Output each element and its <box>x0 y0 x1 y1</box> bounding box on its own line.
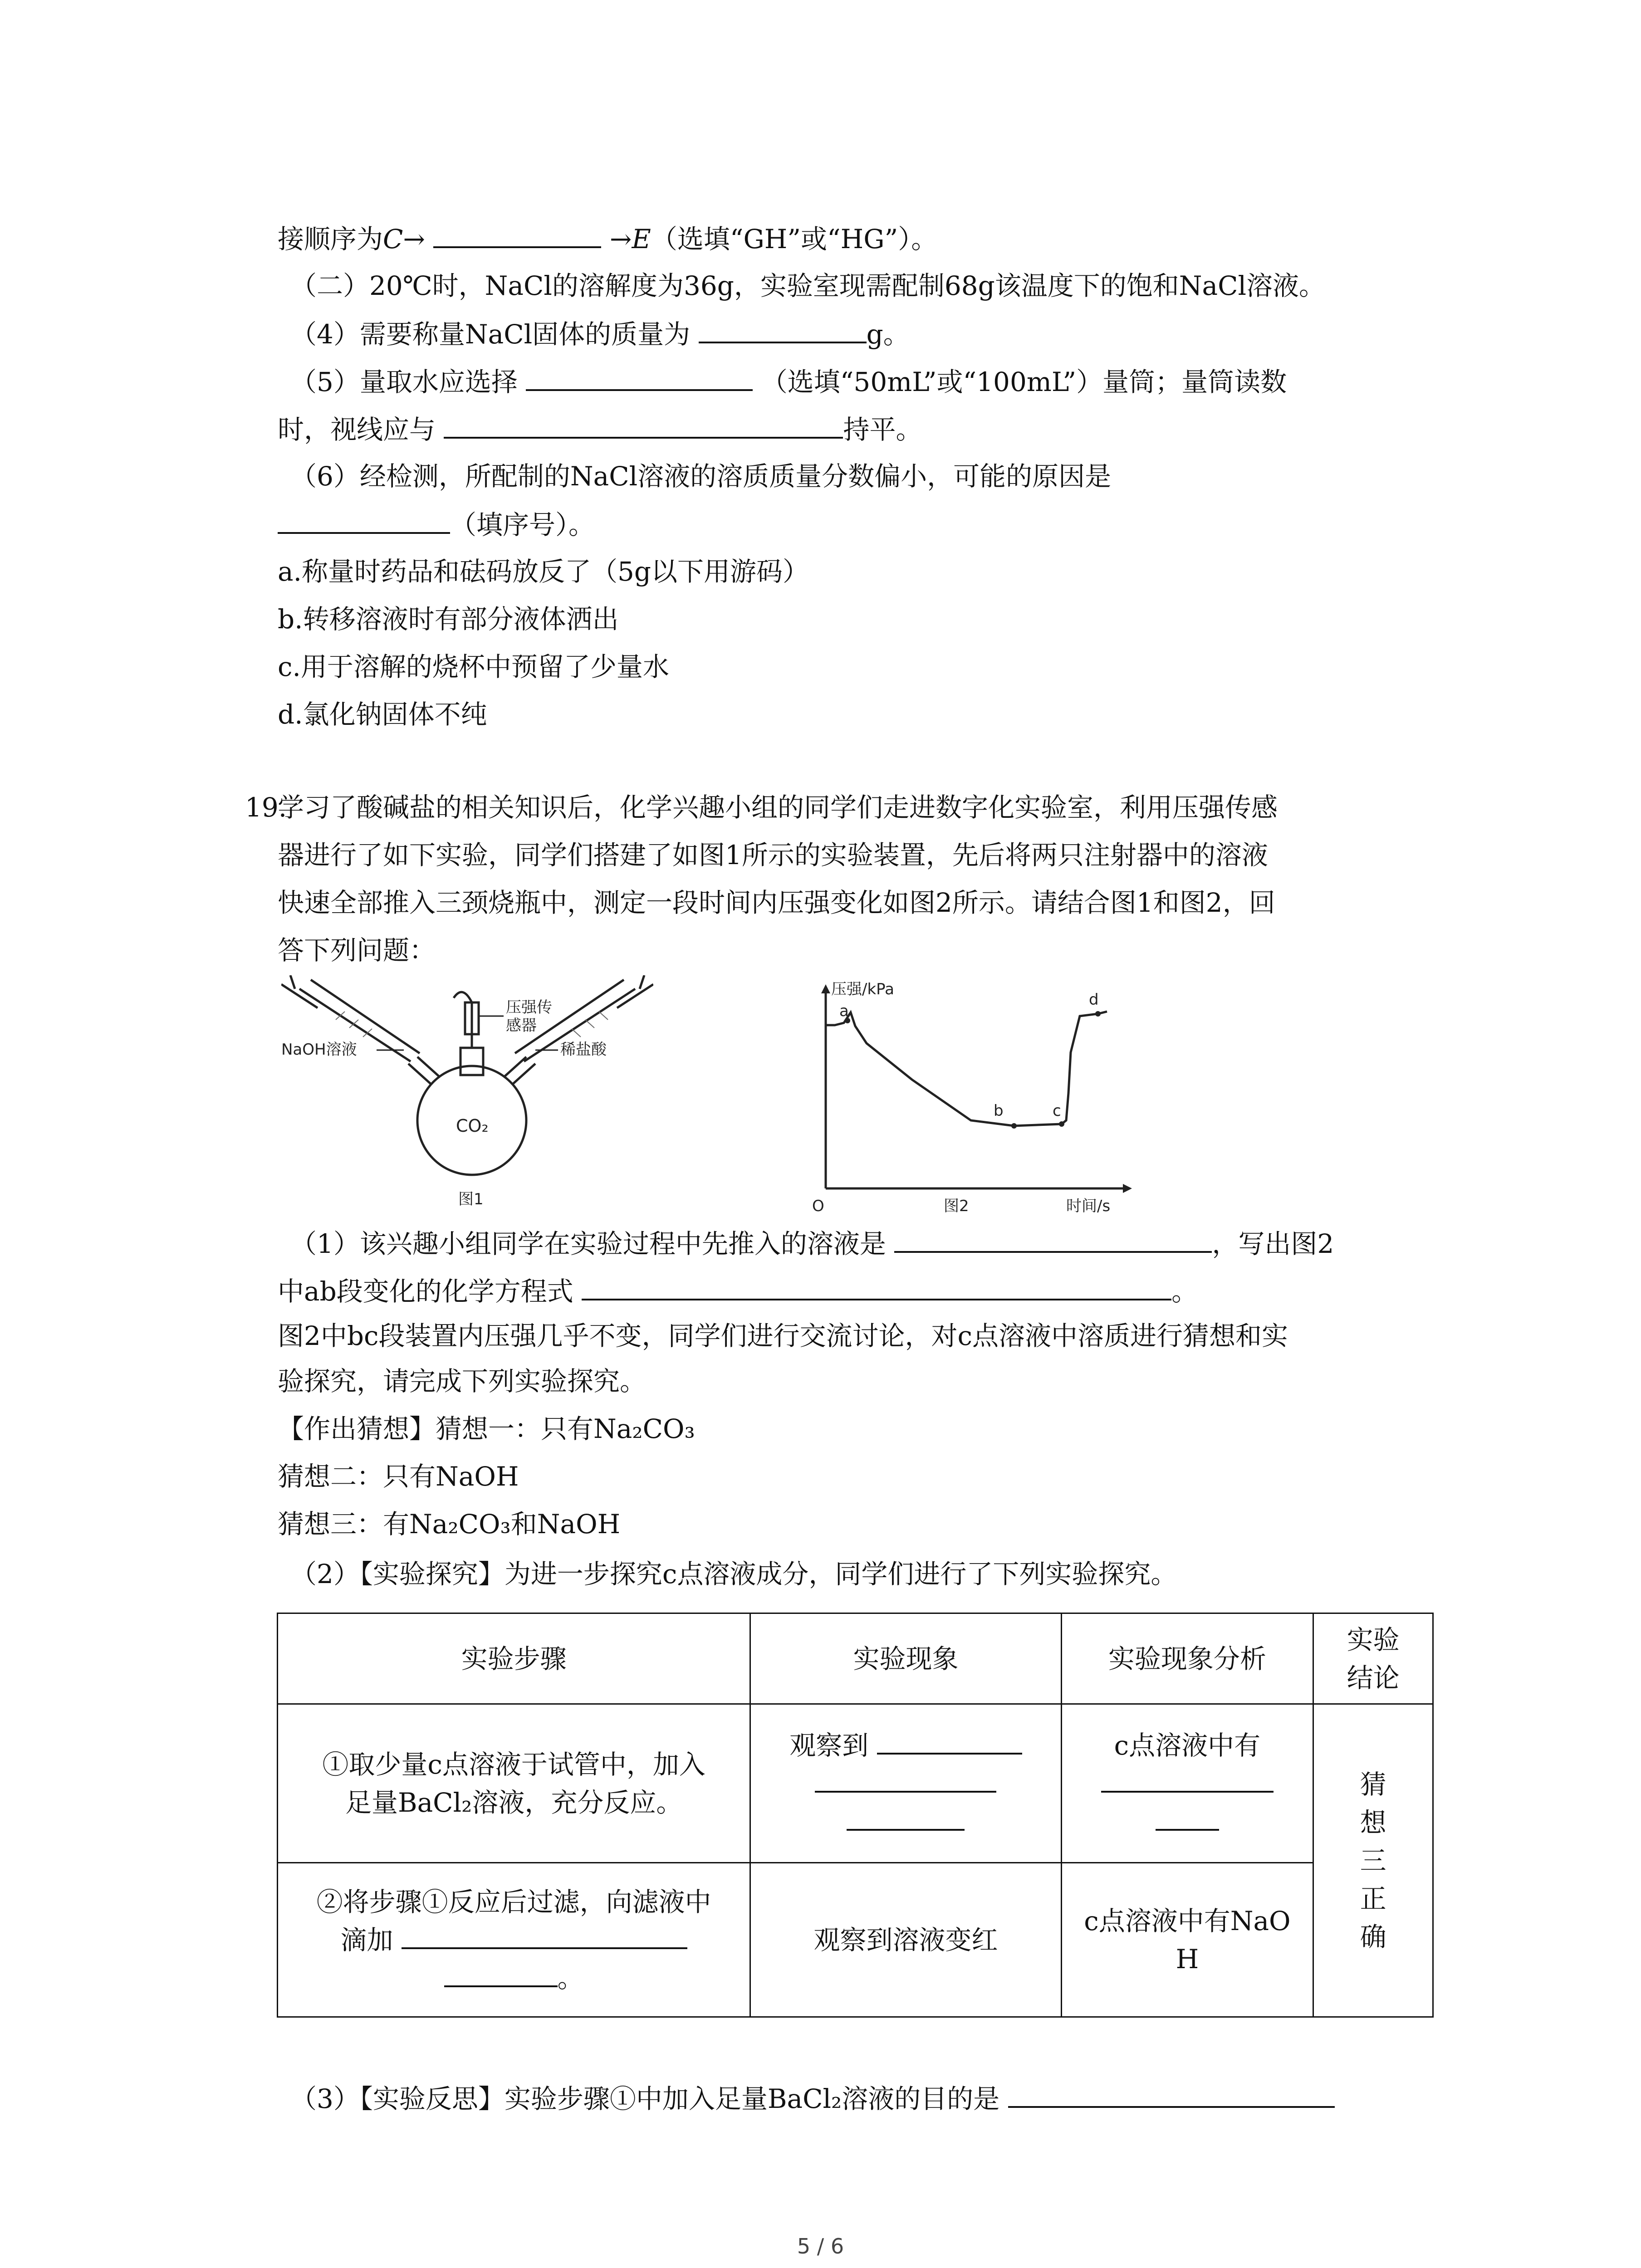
origin-label: O <box>812 1197 824 1215</box>
figure1-caption: 图1 <box>458 1190 484 1208</box>
point-b-label: b <box>994 1102 1004 1120</box>
hcl-label: 稀盐酸 <box>560 1041 607 1059</box>
text-span: g。 <box>866 319 910 350</box>
page-number: 5 / 6 <box>797 2234 844 2258</box>
step-text: 足量BaCl₂溶液，充分反应。 <box>345 1787 683 1818</box>
text-line <box>278 506 595 543</box>
text-line: 学习了酸碱盐的相关知识后，化学兴趣小组的同学们走进数字化实验室，利用压强传感 <box>278 792 1278 823</box>
text-span: （选填“50mL”或“100mL”）量筒；量筒读数 <box>761 367 1287 397</box>
question-number: 19. <box>245 792 287 823</box>
step-cell-1 <box>278 1704 750 1863</box>
text-span: 时，视线应与 <box>278 414 436 445</box>
text-span: ，写出图2 <box>1212 1228 1334 1259</box>
answer-blank[interactable] <box>699 315 867 343</box>
phenomenon-cell-2: 观察到溶液变红 <box>750 1863 1061 2017</box>
text-line: 图2中bc段装置内压强几乎不变，同学们进行交流讨论，对c点溶液中溶质进行猜想和实 <box>278 1320 1288 1351</box>
header-conclusion: 实验 结论 <box>1313 1613 1433 1704</box>
conclusion-cell <box>1313 1704 1433 2017</box>
text-line <box>278 411 922 448</box>
pressure-graph <box>808 980 1152 1216</box>
answer-blank[interactable] <box>526 363 753 391</box>
text-span: C→ <box>383 224 425 254</box>
flask-neck <box>460 1048 483 1075</box>
analysis-text: c点溶液中有NaO <box>1084 1905 1291 1936</box>
text-line: 快速全部推入三颈烧瓶中，测定一段时间内压强变化如图2所示。请结合图1和图2，回 <box>278 887 1275 918</box>
header-phenomenon: 实验现象 <box>750 1613 1061 1704</box>
answer-blank[interactable] <box>815 1765 996 1793</box>
analysis-text: c点溶液中有 <box>1114 1730 1261 1761</box>
point-a-label: a <box>839 1002 849 1020</box>
text-span: 接顺序为 <box>278 224 383 254</box>
figure2-caption: 图2 <box>944 1197 969 1215</box>
table-row <box>278 1704 1433 1863</box>
text-span: （填序号）。 <box>450 509 595 540</box>
text-span: →E <box>609 224 651 254</box>
text-span: （4）需要称量NaCl固体的质量为 <box>290 319 691 350</box>
sensor-label-1: 压强传 <box>506 998 552 1017</box>
answer-blank[interactable] <box>894 1225 1212 1253</box>
text-span: （1）该兴趣小组同学在实验过程中先推入的溶液是 <box>290 1228 886 1259</box>
point-b <box>1011 1123 1017 1129</box>
answer-blank[interactable] <box>847 1803 965 1831</box>
text-span: 持平。 <box>843 414 922 445</box>
hypothesis-2: 猜想二：只有NaOH <box>278 1461 519 1492</box>
sensor-label-2: 感器 <box>506 1017 537 1035</box>
text-line <box>290 315 910 352</box>
text-span: （选填“GH”或“HG”）。 <box>651 224 938 254</box>
answer-blank[interactable] <box>444 1959 558 1987</box>
header-analysis: 实验现象分析 <box>1061 1613 1313 1704</box>
table-header-row <box>278 1613 1433 1704</box>
text-line <box>290 2080 1335 2117</box>
answer-blank[interactable] <box>877 1726 1022 1755</box>
hypothesis-3: 猜想三：有Na₂CO₃和NaOH <box>278 1509 621 1540</box>
table-row <box>278 1863 1433 2017</box>
naoh-label: NaOH溶液 <box>281 1041 357 1059</box>
text-line: （6）经检测，所配制的NaCl溶液的溶质质量分数偏小，可能的原因是 <box>290 461 1112 492</box>
x-axis-label: 时间/s <box>1066 1197 1111 1215</box>
point-c-label: c <box>1053 1102 1061 1120</box>
text-line <box>290 1225 1334 1262</box>
step-text: 滴加 <box>340 1924 393 1955</box>
text-line: 器进行了如下实验，同学们搭建了如图1所示的实验装置，先后将两只注射器中的溶液 <box>278 840 1268 870</box>
text-span: （5）量取水应选择 <box>290 367 518 397</box>
point-d-label: d <box>1089 991 1099 1009</box>
answer-blank[interactable] <box>402 1921 687 1949</box>
pressure-curve <box>826 1012 1107 1126</box>
text-line: （2）【实验探究】为进一步探究c点溶液成分，同学们进行了下列实验探究。 <box>290 1559 1177 1589</box>
text-line: 答下列问题： <box>278 935 436 966</box>
text-span: 。 <box>1171 1276 1198 1307</box>
answer-blank[interactable] <box>582 1272 1171 1300</box>
answer-blank[interactable] <box>278 506 450 534</box>
text-span: 中ab段变化的化学方程式 <box>278 1276 573 1307</box>
text-line <box>290 363 1287 400</box>
answer-blank[interactable] <box>1008 2080 1335 2108</box>
analysis-cell-2 <box>1061 1863 1313 2017</box>
option-c: c.用于溶解的烧杯中预留了少量水 <box>278 651 669 682</box>
step-cell-2 <box>278 1863 750 2017</box>
co2-label: CO₂ <box>456 1116 489 1136</box>
option-d: d.氯化钠固体不纯 <box>278 699 487 730</box>
step-text: ②将步骤①反应后过滤，向滤液中 <box>316 1886 711 1917</box>
y-axis-label: 压强/kPa <box>831 980 894 998</box>
answer-blank[interactable] <box>444 411 843 439</box>
text-line <box>278 1272 1198 1310</box>
text-line <box>278 220 937 257</box>
text-span: （3）【实验反思】实验步骤①中加入足量BaCl₂溶液的目的是 <box>290 2083 1000 2114</box>
analysis-cell-1 <box>1061 1704 1313 1863</box>
option-a: a.称量时药品和砝码放反了（5g以下用游码） <box>278 556 809 587</box>
step-text: 。 <box>557 1962 584 1994</box>
text-line: 验探究，请完成下列实验探究。 <box>278 1366 647 1397</box>
analysis-text: H <box>1176 1943 1199 1975</box>
option-b: b.转移溶液时有部分液体洒出 <box>278 604 619 635</box>
step-text: ①取少量c点溶液于试管中，加入 <box>322 1749 705 1780</box>
answer-blank[interactable] <box>433 220 601 248</box>
phenomenon-cell-1 <box>750 1704 1061 1863</box>
answer-blank[interactable] <box>1156 1803 1219 1831</box>
answer-blank[interactable] <box>1101 1765 1274 1793</box>
phenomenon-text: 观察到 <box>789 1730 869 1761</box>
hypothesis-1: 【作出猜想】猜想一：只有Na₂CO₃ <box>278 1413 695 1444</box>
point-d <box>1095 1011 1101 1017</box>
experiment-table <box>277 1613 1434 2018</box>
apparatus-figure <box>281 975 653 1211</box>
conclusion-text: 猜想三正确 <box>1360 1769 1386 1952</box>
header-steps: 实验步骤 <box>278 1613 750 1704</box>
pressure-sensor <box>454 992 479 1048</box>
point-c <box>1059 1121 1064 1127</box>
text-line: （二）20℃时，NaCl的溶解度为36g，实验室现需配制68g该温度下的饱和NaCl溶液。 <box>290 270 1326 301</box>
